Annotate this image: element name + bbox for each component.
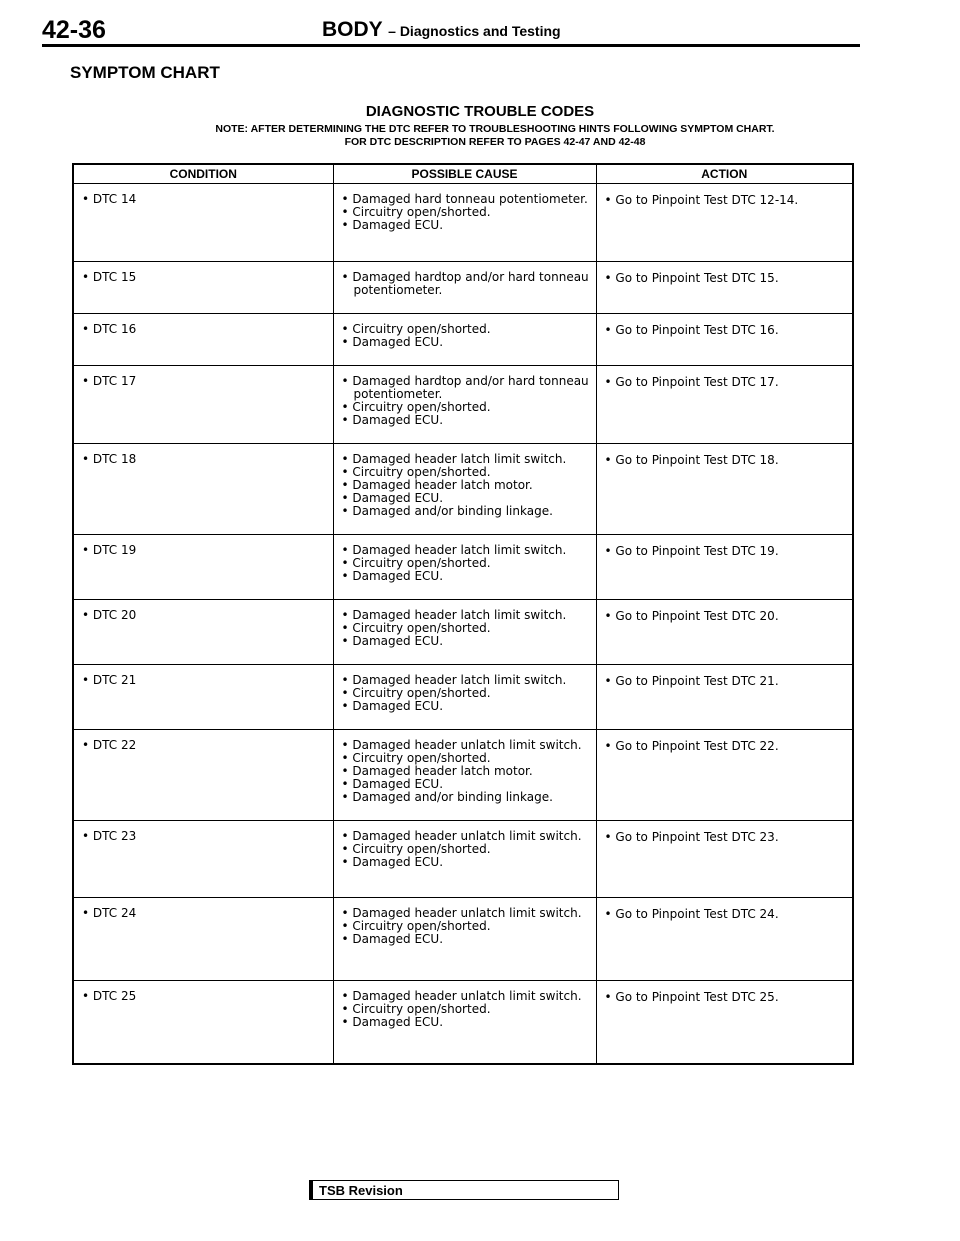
cause-item: • Damaged ECU. [341, 932, 444, 946]
action-cell: • Go to Pinpoint Test DTC 17. [596, 366, 853, 444]
action-cell: • Go to Pinpoint Test DTC 16. [596, 314, 853, 366]
table-row [73, 821, 853, 898]
table-row [73, 262, 853, 314]
possible-cause-cell [333, 730, 596, 821]
cause-item: • Damaged ECU. [341, 413, 444, 427]
cause-item: • Damaged header latch limit switch. [341, 608, 567, 622]
condition-cell: • DTC 18 [73, 444, 333, 535]
cause-item: • Damaged ECU. [341, 491, 444, 505]
action-cell: • Go to Pinpoint Test DTC 20. [596, 600, 853, 665]
cause-item: • Circuitry open/shorted. [341, 751, 491, 765]
cause-list [342, 453, 590, 518]
table-row [73, 730, 853, 821]
cause-item: • Damaged header unlatch limit switch. [341, 829, 582, 843]
table-row [73, 314, 853, 366]
cause-item: • Damaged ECU. [341, 569, 444, 583]
possible-cause-cell [333, 665, 596, 730]
table-row [73, 981, 853, 1064]
table-row [73, 898, 853, 981]
note-line-1: NOTE: AFTER DETERMINING THE DTC REFER TO TROUBLESHOOTING HINTS FOLLOWING SYMPTOM CHART. [215, 123, 775, 135]
action-cell: • Go to Pinpoint Test DTC 22. [596, 730, 853, 821]
possible-cause-cell [333, 262, 596, 314]
symptom-chart-table [72, 163, 854, 1065]
condition-cell: • DTC 22 [73, 730, 333, 821]
possible-cause-cell [333, 600, 596, 665]
cause-item: • Damaged ECU. [341, 855, 444, 869]
table-row [73, 184, 853, 262]
cause-item: • Damaged ECU. [341, 777, 444, 791]
cause-item: • Damaged ECU. [341, 218, 444, 232]
condition-cell: • DTC 17 [73, 366, 333, 444]
possible-cause-cell [333, 981, 596, 1064]
condition-cell: • DTC 25 [73, 981, 333, 1064]
condition-cell: • DTC 19 [73, 535, 333, 600]
cause-item: • Circuitry open/shorted. [341, 1002, 491, 1016]
cause-list [342, 990, 590, 1029]
cause-item: • Damaged hard tonneau potentiometer. [341, 192, 588, 206]
cause-item: • Damaged ECU. [341, 1015, 444, 1029]
table-row [73, 665, 853, 730]
cause-item: • Damaged header latch limit switch. [341, 452, 567, 466]
cause-list [342, 674, 590, 713]
cause-item: • Damaged hardtop and/or hard tonneau potentiometer. [341, 270, 589, 297]
possible-cause-cell [333, 314, 596, 366]
condition-cell: • DTC 23 [73, 821, 333, 898]
cause-item: • Circuitry open/shorted. [341, 465, 491, 479]
cause-item: • Damaged header unlatch limit switch. [341, 989, 582, 1003]
cause-item: • Circuitry open/shorted. [341, 621, 491, 635]
cause-item: • Circuitry open/shorted. [341, 686, 491, 700]
table-row [73, 535, 853, 600]
cause-list [342, 544, 590, 583]
condition-cell: • DTC 16 [73, 314, 333, 366]
table-row [73, 444, 853, 535]
condition-cell: • DTC 14 [73, 184, 333, 262]
page-title [322, 18, 561, 42]
possible-cause-cell [333, 366, 596, 444]
column-header-possible-cause: POSSIBLE CAUSE [333, 164, 596, 184]
cause-list [342, 375, 590, 427]
cause-item: • Damaged header latch limit switch. [341, 543, 567, 557]
action-cell: • Go to Pinpoint Test DTC 18. [596, 444, 853, 535]
action-cell: • Go to Pinpoint Test DTC 25. [596, 981, 853, 1064]
cause-list [342, 193, 590, 232]
page-title-main: BODY [322, 18, 383, 41]
cause-item: • Circuitry open/shorted. [341, 322, 491, 336]
page-header [42, 14, 860, 47]
table-row [73, 366, 853, 444]
action-cell: • Go to Pinpoint Test DTC 12-14. [596, 184, 853, 262]
tsb-revision-box: TSB Revision [309, 1180, 619, 1200]
cause-list [342, 271, 590, 297]
condition-cell: • DTC 15 [73, 262, 333, 314]
cause-item: • Damaged and/or binding linkage. [341, 790, 553, 804]
cause-item: • Circuitry open/shorted. [341, 556, 491, 570]
table-header-row [73, 164, 853, 184]
action-cell: • Go to Pinpoint Test DTC 19. [596, 535, 853, 600]
condition-cell: • DTC 20 [73, 600, 333, 665]
cause-item: • Damaged and/or binding linkage. [341, 504, 553, 518]
action-cell: • Go to Pinpoint Test DTC 15. [596, 262, 853, 314]
possible-cause-cell [333, 184, 596, 262]
note-line-2: FOR DTC DESCRIPTION REFER TO PAGES 42-47 AND 42-48 [344, 136, 646, 148]
table-row [73, 600, 853, 665]
page-number: 42-36 [42, 16, 106, 44]
cause-list [342, 907, 590, 946]
condition-cell: • DTC 24 [73, 898, 333, 981]
cause-list [342, 830, 590, 869]
cause-item: • Circuitry open/shorted. [341, 205, 491, 219]
section-title: SYMPTOM CHART [70, 63, 220, 82]
cause-item: • Damaged header latch motor. [341, 764, 533, 778]
cause-list [342, 609, 590, 648]
column-header-action: ACTION [596, 164, 853, 184]
possible-cause-cell [333, 444, 596, 535]
column-header-condition: CONDITION [73, 164, 333, 184]
cause-item: • Damaged header unlatch limit switch. [341, 906, 582, 920]
page-title-subtitle: – Diagnostics and Testing [388, 23, 561, 39]
cause-item: • Circuitry open/shorted. [341, 919, 491, 933]
possible-cause-cell [333, 898, 596, 981]
possible-cause-cell [333, 535, 596, 600]
cause-item: • Circuitry open/shorted. [341, 842, 491, 856]
cause-list [342, 323, 590, 349]
cause-item: • Damaged ECU. [341, 335, 444, 349]
cause-item: • Damaged hardtop and/or hard tonneau potentiometer. [341, 374, 589, 401]
cause-item: • Damaged header latch motor. [341, 478, 533, 492]
action-cell: • Go to Pinpoint Test DTC 23. [596, 821, 853, 898]
chart-title: DIAGNOSTIC TROUBLE CODES [365, 103, 595, 120]
cause-item: • Circuitry open/shorted. [341, 400, 491, 414]
action-cell: • Go to Pinpoint Test DTC 24. [596, 898, 853, 981]
cause-item: • Damaged ECU. [341, 634, 444, 648]
cause-item: • Damaged ECU. [341, 699, 444, 713]
cause-list [342, 739, 590, 804]
cause-item: • Damaged header unlatch limit switch. [341, 738, 582, 752]
cause-item: • Damaged header latch limit switch. [341, 673, 567, 687]
possible-cause-cell [333, 821, 596, 898]
action-cell: • Go to Pinpoint Test DTC 21. [596, 665, 853, 730]
condition-cell: • DTC 21 [73, 665, 333, 730]
